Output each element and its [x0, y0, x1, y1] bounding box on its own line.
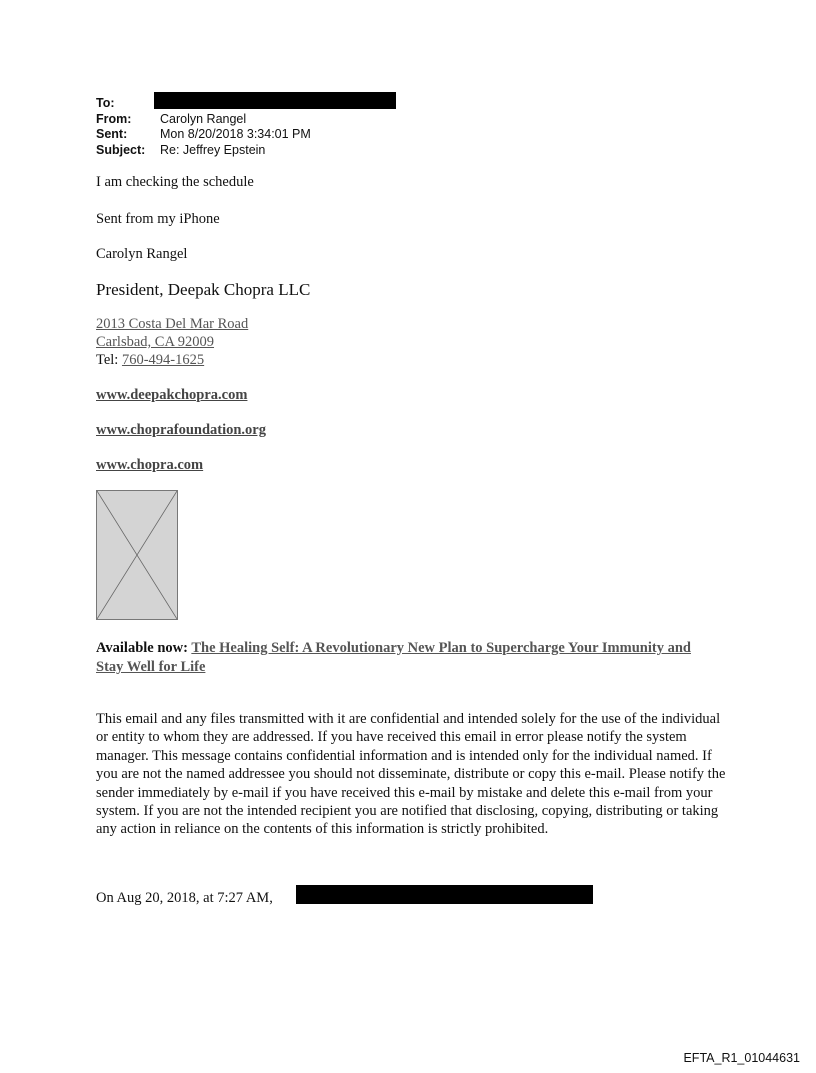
redaction-to: [154, 92, 396, 109]
tel-label: Tel:: [96, 352, 122, 368]
signature-title: President, Deepak Chopra LLC: [96, 280, 311, 299]
address-line-2[interactable]: Carlsbad, CA 92009: [96, 334, 215, 350]
subject-row: [96, 143, 516, 159]
redaction-quote: [296, 885, 593, 904]
tel-link[interactable]: 760-494-1625: [121, 352, 205, 368]
sent-from-line: Sent from my iPhone: [96, 211, 220, 227]
subject-value: Re: Jeffrey Epstein: [160, 142, 266, 157]
available-now: [96, 639, 696, 677]
web-link-deepakchopra[interactable]: www.deepakchopra.com: [96, 387, 248, 403]
sent-value: Mon 8/20/2018 3:34:01 PM: [160, 127, 311, 141]
sent-label: Sent:: [96, 127, 128, 141]
signature-name: Carolyn Rangel: [96, 246, 188, 262]
quote-intro: On Aug 20, 2018, at 7:27 AM,: [96, 890, 273, 906]
available-label: Available now:: [96, 640, 192, 656]
from-row: [96, 112, 516, 128]
sent-row: [96, 127, 516, 143]
subject-label: Subject:: [96, 142, 146, 157]
bates-number: EFTA_R1_01044631: [683, 1051, 800, 1065]
disclaimer: This email and any files transmitted with it are confidential and intended solely for the use of the individual or entity to whom they are addressed. If you have received this email in error please notify the system manager. This message contains confidential information and is intended only for the individual named. If you are not the named addressee you should not disseminate, distribute or copy this e-mail. Please notify the sender immediately by e-mail if you have received this e-mail by mistake and delete this e-mail from your system. If you are not the intended recipient you are notified that disclosing, copying, distributing or taking any action in reliance on the contents of this information is strictly prohibited.: [96, 711, 726, 838]
broken-image-placeholder: [96, 490, 178, 620]
body-line: I am checking the schedule: [96, 174, 254, 190]
address-line-1[interactable]: 2013 Costa Del Mar Road: [96, 316, 249, 332]
book-link[interactable]: The Healing Self: A Revolutionary New Plan to Supercharge Your Immunity and Stay Well for Life: [96, 640, 691, 675]
from-value: Carolyn Rangel: [160, 111, 247, 126]
from-label: From:: [96, 111, 132, 126]
web-link-chopra[interactable]: www.chopra.com: [96, 457, 204, 473]
web-link-choprafoundation[interactable]: www.choprafoundation.org: [96, 422, 266, 438]
image-cross-icon: [97, 491, 177, 619]
to-label: To:: [96, 96, 115, 110]
